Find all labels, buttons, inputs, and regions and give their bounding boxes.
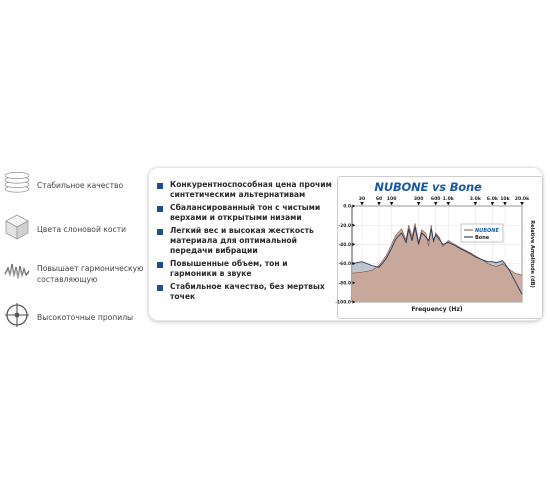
layers-icon: [3, 168, 31, 198]
bullet-text: Стабильное качество, без мертвых точек: [170, 282, 325, 301]
legend-label-bone: Bone: [475, 234, 490, 241]
y-tick-label: 0.0: [343, 204, 351, 210]
y-tick-label: -40.0: [338, 243, 351, 248]
bullet-item: [157, 282, 337, 302]
bullet-square-icon: [157, 206, 163, 212]
x-tick-label: 10k: [500, 197, 510, 202]
bullet-text: Сбалансированный тон с чистыми верхами и открытыми низами: [170, 203, 321, 222]
x-tick-marker: [377, 202, 381, 206]
bullet-item: [157, 259, 337, 279]
feature-item-stable-quality: [0, 168, 150, 208]
x-tick-label: 30: [358, 197, 366, 202]
bullet-square-icon: [157, 262, 163, 268]
bullet-text: Повышенные объем, тон и гармоники в звуке: [170, 259, 288, 278]
bullet-text: Конкурентноспособная цена прочим синтетическим альтернативам: [170, 180, 332, 199]
crosshair-icon: [3, 300, 31, 330]
feature-item-harmonics: [0, 256, 150, 296]
x-axis-label: Frequency (Hz): [411, 306, 463, 313]
y-tick-label: -60.0: [338, 262, 351, 268]
x-tick-label: 20.0k: [514, 197, 530, 202]
x-tick-marker: [446, 202, 450, 206]
y-tick-label: -20.0: [338, 223, 351, 229]
feature-panel: [149, 168, 542, 320]
feature-label: Стабильное качество: [37, 181, 124, 190]
x-tick-label: 3.0k: [469, 197, 481, 202]
bullet-text: Легкий вес и высокая жесткость материала для оптимальной передачи вибрации: [170, 226, 314, 255]
legend-label-nubone: NUBONE: [475, 227, 499, 234]
bullet-item: [157, 226, 337, 256]
bullet-item: [157, 203, 337, 223]
bullet-item: [157, 180, 337, 200]
frequency-chart: [335, 177, 542, 318]
feature-item-precision-slots: [0, 300, 150, 340]
x-tick-label: 60: [375, 197, 383, 202]
x-tick-label: 100: [386, 197, 397, 202]
x-tick-marker: [503, 202, 507, 206]
feature-label: Повышает гармоническую составляющую: [37, 264, 144, 284]
x-tick-marker: [434, 202, 438, 206]
x-tick-marker: [520, 202, 524, 206]
x-tick-marker: [360, 202, 364, 206]
x-tick-marker: [491, 202, 495, 206]
bullet-list: [157, 180, 337, 305]
feature-label: Высокоточные пропилы: [37, 313, 134, 322]
feature-item-ivory-color: [0, 212, 150, 252]
y-tick-label: -100.0: [335, 300, 351, 306]
frequency-chart-box: [337, 176, 543, 319]
x-tick-label: 300: [413, 197, 424, 202]
feature-label: Цвета слоновой кости: [37, 225, 127, 234]
bullet-square-icon: [157, 285, 163, 291]
x-tick-marker: [474, 202, 478, 206]
cube-icon: [3, 212, 31, 242]
x-tick-marker: [390, 202, 394, 206]
chart-title: NUBONE vs Bone: [374, 180, 482, 194]
bullet-square-icon: [157, 183, 163, 189]
x-tick-label: 6.0k: [486, 197, 498, 202]
bullet-square-icon: [157, 229, 163, 235]
x-tick-label: 600: [430, 197, 441, 202]
waveform-icon: [3, 256, 31, 286]
x-tick-marker: [417, 202, 421, 206]
y-axis-label: Relative Amplitude (dB): [529, 220, 535, 288]
y-tick-label: -80.0: [338, 281, 351, 287]
x-tick-label: 1.0k: [442, 197, 454, 202]
